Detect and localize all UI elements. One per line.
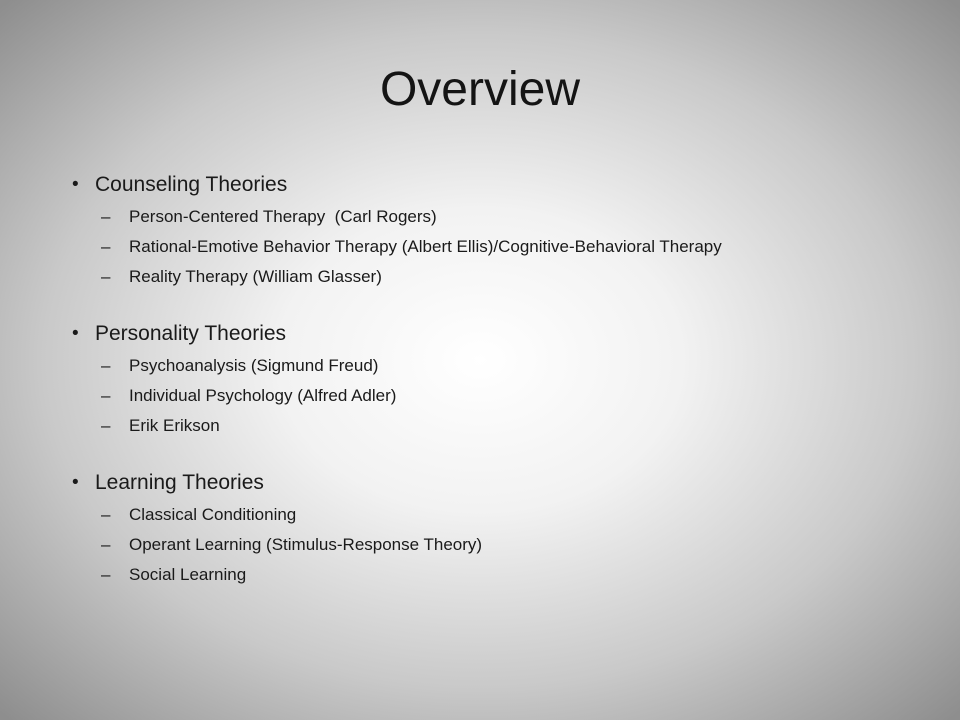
bullet-icon: • bbox=[72, 472, 79, 493]
sub-item bbox=[72, 530, 902, 560]
sub-item-text: Reality Therapy (William Glasser) bbox=[129, 267, 382, 286]
dash-icon: – bbox=[101, 207, 111, 226]
dash-icon: – bbox=[101, 237, 111, 256]
sub-item bbox=[72, 411, 902, 441]
sub-item bbox=[72, 232, 902, 262]
bullet-item bbox=[72, 317, 902, 351]
sub-item-text: Individual Psychology (Alfred Adler) bbox=[129, 386, 397, 405]
bullet-item bbox=[72, 466, 902, 500]
sub-item bbox=[72, 560, 902, 590]
dash-icon: – bbox=[101, 535, 111, 554]
dash-icon: – bbox=[101, 416, 111, 435]
sub-item-text: Classical Conditioning bbox=[129, 505, 297, 524]
dash-icon: – bbox=[101, 267, 111, 286]
slide-title: Overview bbox=[379, 63, 581, 116]
section-heading: Counseling Theories bbox=[95, 173, 288, 196]
section-learning-theories bbox=[72, 466, 902, 590]
section-personality-theories bbox=[72, 317, 902, 441]
dash-icon: – bbox=[101, 565, 111, 584]
dash-icon: – bbox=[101, 356, 111, 375]
sub-item-text: Social Learning bbox=[129, 565, 247, 584]
sub-item bbox=[72, 351, 902, 381]
section-heading: Personality Theories bbox=[95, 322, 287, 345]
bullet-icon: • bbox=[72, 174, 79, 195]
sub-item bbox=[72, 202, 902, 232]
sub-item-text: Operant Learning (Stimulus-Response Theory) bbox=[129, 535, 483, 554]
sub-item-text: Person-Centered Therapy (Carl Rogers) bbox=[129, 207, 437, 226]
slide-content bbox=[72, 168, 902, 615]
sub-item-text: Rational-Emotive Behavior Therapy (Albert Ellis)/Cognitive-Behavioral Therapy bbox=[129, 237, 722, 256]
bullet-item bbox=[72, 168, 902, 202]
dash-icon: – bbox=[101, 505, 111, 524]
bullet-icon: • bbox=[72, 323, 79, 344]
section-counseling-theories bbox=[72, 168, 902, 292]
sub-item-text: Erik Erikson bbox=[129, 416, 220, 435]
sub-item bbox=[72, 500, 902, 530]
dash-icon: – bbox=[101, 386, 111, 405]
sub-item bbox=[72, 381, 902, 411]
sub-item bbox=[72, 262, 902, 292]
sub-item-text: Psychoanalysis (Sigmund Freud) bbox=[129, 356, 379, 375]
section-heading: Learning Theories bbox=[95, 471, 264, 494]
